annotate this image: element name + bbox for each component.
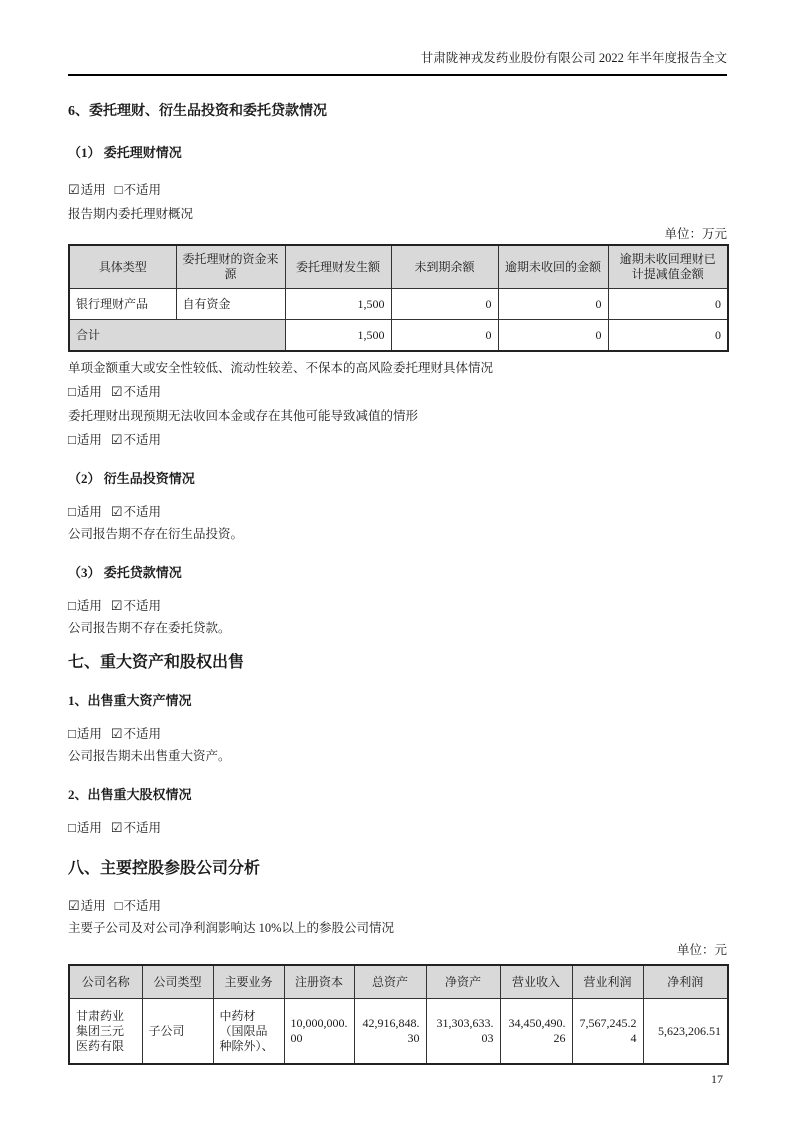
header-cell: 逾期未收回理财已计提减值金额 [608,245,728,289]
cell-amount: 1,500 [285,289,391,320]
checkbox-checked-icon: ☑ [110,598,123,613]
report-title: 甘肃陇神戎发药业股份有限公司 2022 年半年度报告全文 [420,51,727,65]
total-impairment: 0 [608,320,728,352]
applicability-line-note1 [68,384,727,400]
header-cell: 净资产 [426,965,500,999]
applicability-line-7-2 [68,820,727,836]
applicable-label: 适用 [76,385,102,399]
table-row [69,999,728,1065]
checkbox-checked-icon: ☑ [110,726,123,741]
checkbox-unchecked-icon: □ [68,384,76,399]
table-header-row [69,245,728,289]
note-impairment: 委托理财出现预期无法收回本金或存在其他可能导致减值的情形 [68,409,419,423]
applicable-label: 适用 [76,821,102,835]
cell-operating-revenue: 34,450,490.26 [500,999,572,1065]
overview-label: 报告期内委托理财概况 [68,207,194,221]
checkbox-checked-icon: ☑ [110,432,123,447]
not-applicable-label: 不适用 [123,433,162,447]
applicable-label: 适用 [76,727,102,741]
total-label-cell: 合计 [69,320,285,352]
applicability-line-6-2 [68,504,727,520]
checkbox-unchecked-icon: □ [114,182,123,197]
cell-overdue: 0 [498,289,608,320]
section-6-2-title: （2） 衍生品投资情况 [68,471,195,486]
section-7-title: 七、重大资产和股权出售 [68,654,245,671]
table-header-row [69,965,728,999]
header-cell: 净利润 [643,965,728,999]
checkbox-checked-icon: ☑ [110,504,123,519]
table-total-row [69,320,728,352]
applicability-line-note2 [68,432,727,448]
cell-company-name: 甘肃药业集团三元医药有限 [69,999,142,1065]
not-applicable-label: 不适用 [123,385,162,399]
not-applicable-label: 不适用 [123,599,162,613]
not-applicable-label: 不适用 [123,899,162,913]
section-8-intro: 主要子公司及对公司净利润影响达 10%以上的参股公司情况 [68,921,395,935]
header-cell: 具体类型 [69,245,176,289]
checkbox-checked-icon: ☑ [68,898,80,913]
cell-company-type: 子公司 [142,999,213,1065]
applicable-label: 适用 [80,183,106,197]
unit-label-yuan: 单位：元 [676,943,727,957]
section-6-3-body: 公司报告期不存在委托贷款。 [68,621,231,635]
total-amount: 1,500 [285,320,391,352]
header-cell: 主要业务 [213,965,284,999]
unit-label-wanyuan: 单位：万元 [664,227,727,241]
not-applicable-label: 不适用 [123,183,162,197]
cell-fund-source: 自有资金 [176,289,285,320]
not-applicable-label: 不适用 [123,505,162,519]
section-6-title: 6、委托理财、衍生品投资和委托贷款情况 [68,104,327,119]
section-6-3-title: （3） 委托贷款情况 [68,565,182,580]
applicability-line-6-1 [68,182,727,198]
checkbox-checked-icon: ☑ [110,820,123,835]
page-header [68,50,727,76]
table-row [69,289,728,320]
checkbox-unchecked-icon: □ [68,432,76,447]
entrusted-wealth-table [68,244,729,352]
header-cell: 委托理财的资金来源 [176,245,285,289]
applicability-line-7-1 [68,726,727,742]
cell-outstanding: 0 [391,289,498,320]
subsidiaries-table [68,964,729,1065]
not-applicable-label: 不适用 [123,727,162,741]
checkbox-unchecked-icon: □ [68,504,76,519]
header-cell: 总资产 [354,965,426,999]
cell-registered-capital: 10,000,000.00 [284,999,354,1065]
checkbox-unchecked-icon: □ [68,598,76,613]
checkbox-checked-icon: ☑ [68,182,80,197]
header-cell: 营业利润 [572,965,643,999]
checkbox-checked-icon: ☑ [110,384,123,399]
total-overdue: 0 [498,320,608,352]
applicable-label: 适用 [76,433,102,447]
section-6-2-body: 公司报告期不存在衍生品投资。 [68,527,244,541]
total-outstanding: 0 [391,320,498,352]
header-cell: 逾期未收回的金额 [498,245,608,289]
cell-total-assets: 42,916,848.30 [354,999,426,1065]
applicability-line-8 [68,898,727,914]
page-number: 17 [711,1072,723,1086]
applicable-label: 适用 [80,899,106,913]
not-applicable-label: 不适用 [123,821,162,835]
header-cell: 未到期余额 [391,245,498,289]
section-7-2-title: 2、出售重大股权情况 [68,787,192,802]
checkbox-unchecked-icon: □ [68,820,76,835]
header-cell: 公司类型 [142,965,213,999]
cell-net-profit: 5,623,206.51 [643,999,728,1065]
cell-net-assets: 31,303,633.03 [426,999,500,1065]
section-6-1-title: （1） 委托理财情况 [68,145,182,160]
cell-impairment: 0 [608,289,728,320]
cell-main-business: 中药材（国限品种除外）、 [213,999,284,1065]
cell-type: 银行理财产品 [69,289,176,320]
section-7-1-body: 公司报告期未出售重大资产。 [68,749,231,763]
applicability-line-6-3 [68,598,727,614]
header-cell: 委托理财发生额 [285,245,391,289]
applicable-label: 适用 [76,505,102,519]
checkbox-unchecked-icon: □ [114,898,123,913]
note-high-risk: 单项金额重大或安全性较低、流动性较差、不保本的高风险委托理财具体情况 [68,361,494,375]
header-cell: 公司名称 [69,965,142,999]
section-8-title: 八、主要控股参股公司分析 [68,860,261,877]
header-cell: 注册资本 [284,965,354,999]
cell-operating-profit: 7,567,245.24 [572,999,643,1065]
applicable-label: 适用 [76,599,102,613]
checkbox-unchecked-icon: □ [68,726,76,741]
header-cell: 营业收入 [500,965,572,999]
section-7-1-title: 1、出售重大资产情况 [68,693,192,708]
